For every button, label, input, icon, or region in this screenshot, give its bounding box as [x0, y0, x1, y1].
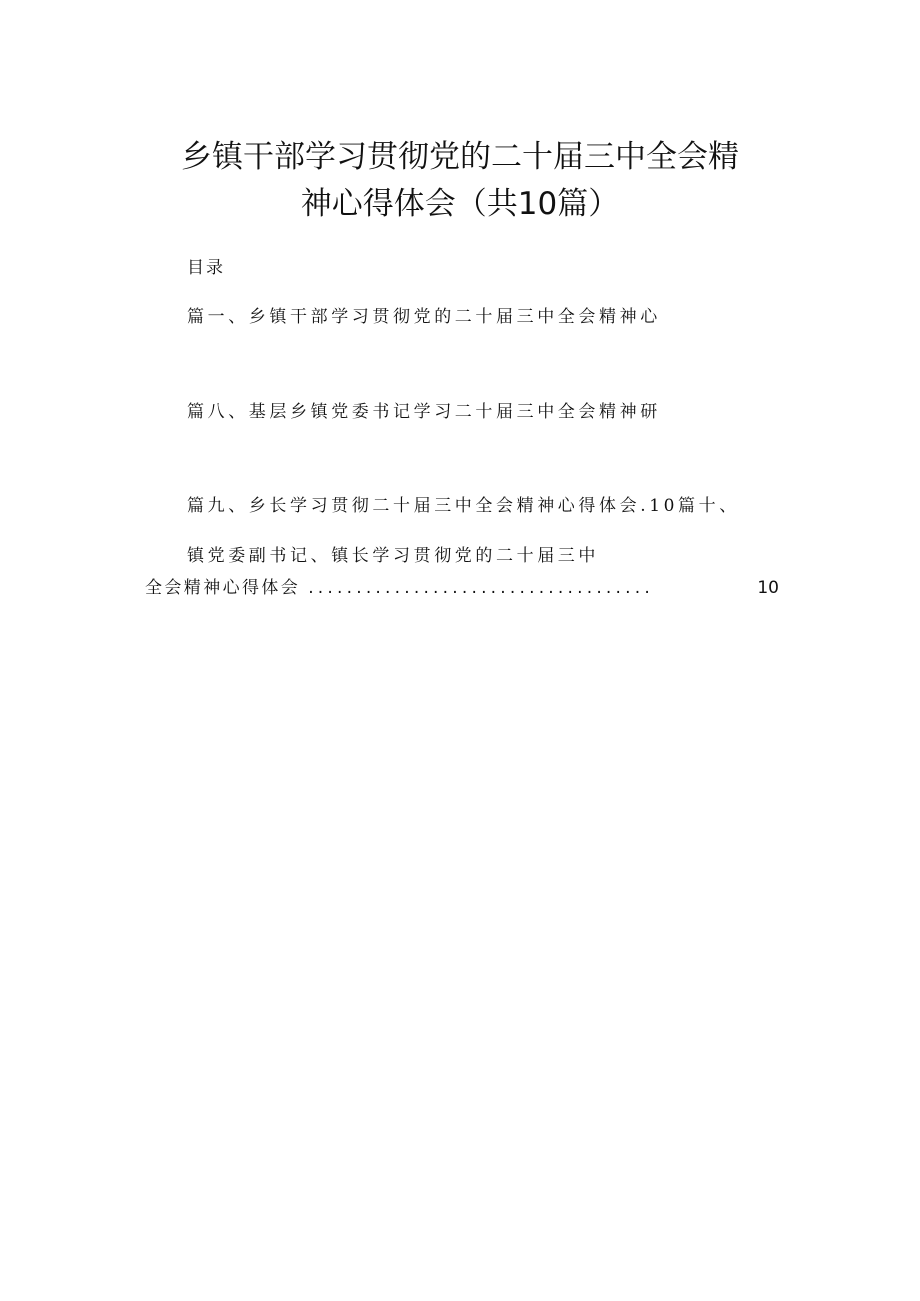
toc-entry-10-continued: 镇党委副书记、镇长学习贯彻党的二十届三中	[187, 546, 599, 566]
toc-entry-10-last-line	[145, 576, 779, 600]
toc-entry-text: 全会精神心得体会	[145, 578, 301, 598]
document-title-line-1: 乡镇干部学习贯彻党的二十届三中全会精	[181, 139, 739, 175]
toc-entry-9: 篇九、乡长学习贯彻二十届三中全会精神心得体会.10篇十、	[187, 496, 740, 516]
toc-page-number: 10	[757, 578, 779, 598]
toc-dot-leader: ....................................	[308, 578, 654, 598]
document-title-line-2: 神心得体会（共10篇）	[300, 186, 620, 222]
toc-heading: 目录	[187, 258, 225, 278]
toc-entry-1: 篇一、乡镇干部学习贯彻党的二十届三中全会精神心	[187, 307, 661, 327]
toc-entry-8: 篇八、基层乡镇党委书记学习二十届三中全会精神研	[187, 402, 661, 422]
